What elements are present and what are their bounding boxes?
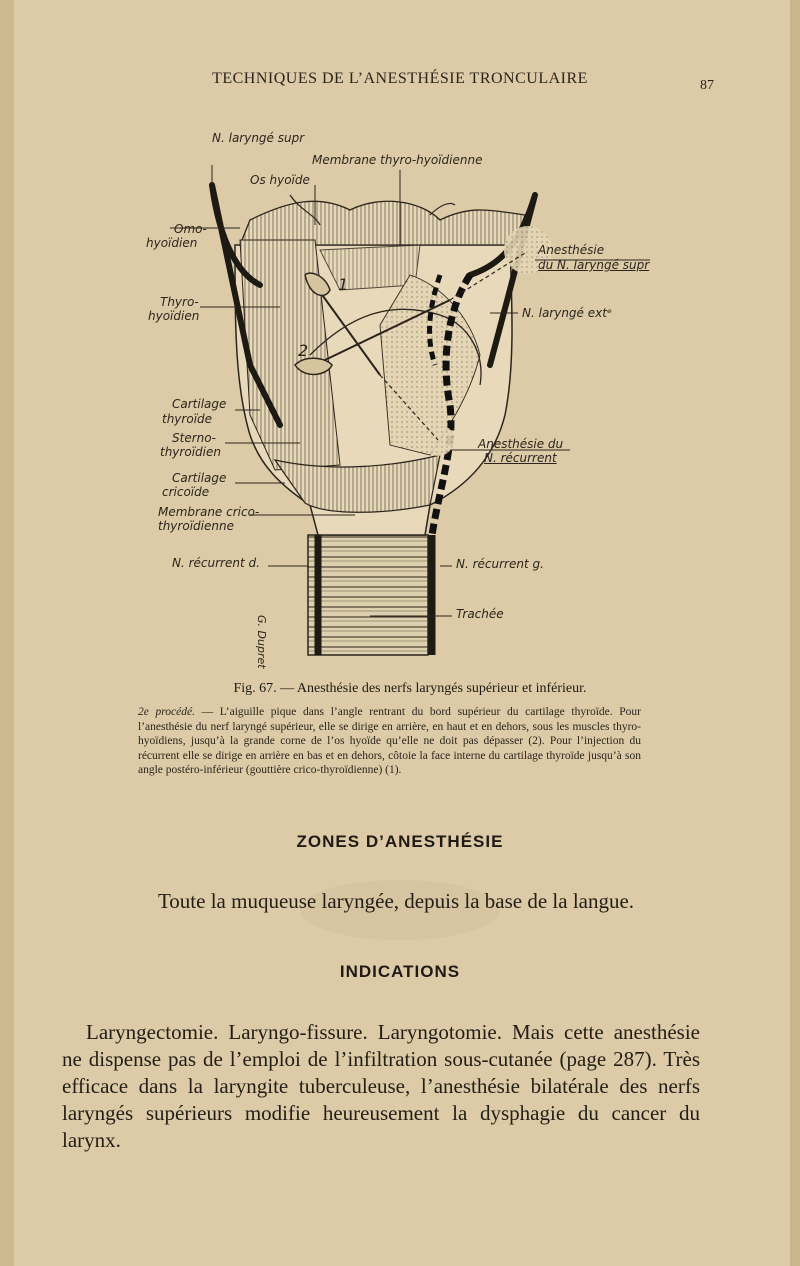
label-omo: Omo- [174, 222, 207, 236]
label-cartilage-cricoide-2: cricoïde [162, 485, 210, 499]
label-anesthesie-sup-2: du N. laryngé supr [538, 258, 650, 272]
anatomical-figure [140, 125, 660, 669]
label-n-larynge-ext: N. laryngé extᵉ [522, 306, 612, 320]
label-anesthesie-rec-2: N. récurrent [484, 451, 557, 465]
indications-heading: INDICATIONS [339, 962, 461, 981]
zones-heading: ZONES D’ANESTHÉSIE [296, 832, 504, 851]
zones-text: Toute la muqueuse laryngée, depuis la base de la langue. [157, 889, 635, 913]
page-number: 87 [700, 78, 714, 93]
larynx-illustration [140, 125, 660, 665]
indications-text: Laryngectomie. Laryngo-fissure. Laryngotomie. Mais cette anesthésie ne dispense pas de l’emploi de l’infiltration sous-cutanée (page 287). Très efficace dans la laryngite tuberculeuse, l’anesthésie bilatérale des nerfs laryngés supérieurs modifie heureusement la dysphagie du cancer du larynx. [62, 1020, 700, 1152]
label-n-recurrent-g: N. récurrent g. [456, 557, 544, 571]
label-trachee: Trachée [456, 607, 504, 621]
label-cartilage-cricoide: Cartilage [172, 471, 227, 485]
label-thyro-hyoidien: hyoïdien [148, 309, 200, 323]
label-n-recurrent-d: N. récurrent d. [172, 556, 260, 570]
label-os-hyoide: Os hyoïde [250, 173, 310, 187]
label-membrane-crico-thyroidienne: thyroïdienne [158, 519, 234, 533]
label-n-larynge-sup: N. laryngé supr [212, 131, 305, 145]
artist-signature: G. Dupret [255, 615, 268, 669]
page-right-edge [790, 0, 800, 1266]
trachea-shape [308, 535, 428, 655]
label-membrane-crico: Membrane crico- [158, 505, 260, 519]
label-membrane-thyro-hyoidienne: Membrane thyro-hyoïdienne [312, 153, 483, 167]
procedure-text: — L’aiguille pique dans l’angle rentrant du bord supérieur du cartilage thyroïde. Pour l’anesthésie du nerf laryngé supérieur, elle se dirige en arrière, en haut et en dehors, sous les muscles thyro-hyoïdiens, jusqu’à la grande corne de l’os hyoïde qu’elle ne doit pas dépasser (2). Pour l’injection du récurrent elle se dirige en arrière en bas et en dehors, côtoie la face interne du cartilage thyroïde jusqu’à son angle postéro-inférieur (gouttière crico-thyroïdienne) (1). [138, 706, 641, 777]
label-anesthesie-rec: Anesthésie du [478, 437, 564, 451]
label-sterno-thyroidien: thyroïdien [160, 445, 221, 459]
label-cartilage-thyroide-2: thyroïde [162, 412, 213, 426]
label-number-2: 2 [298, 341, 309, 360]
procedure-note [138, 705, 641, 778]
label-thyro: Thyro- [160, 295, 199, 309]
figure-caption: Fig. 67. — Anesthésie des nerfs laryngés supérieur et inférieur. [233, 681, 587, 696]
label-cartilage-thyroide: Cartilage [172, 397, 227, 411]
label-anesthesie-sup: Anesthésie [538, 243, 605, 257]
page-left-edge [0, 0, 14, 1266]
procedure-label: 2e procédé. [138, 706, 195, 718]
label-omo-hyoidien: hyoïdien [146, 236, 198, 250]
running-title: TECHNIQUES DE L’ANESTHÉSIE TRONCULAIRE [212, 70, 588, 87]
label-number-1: 1 [338, 275, 349, 294]
label-sterno: Sterno- [172, 431, 216, 445]
